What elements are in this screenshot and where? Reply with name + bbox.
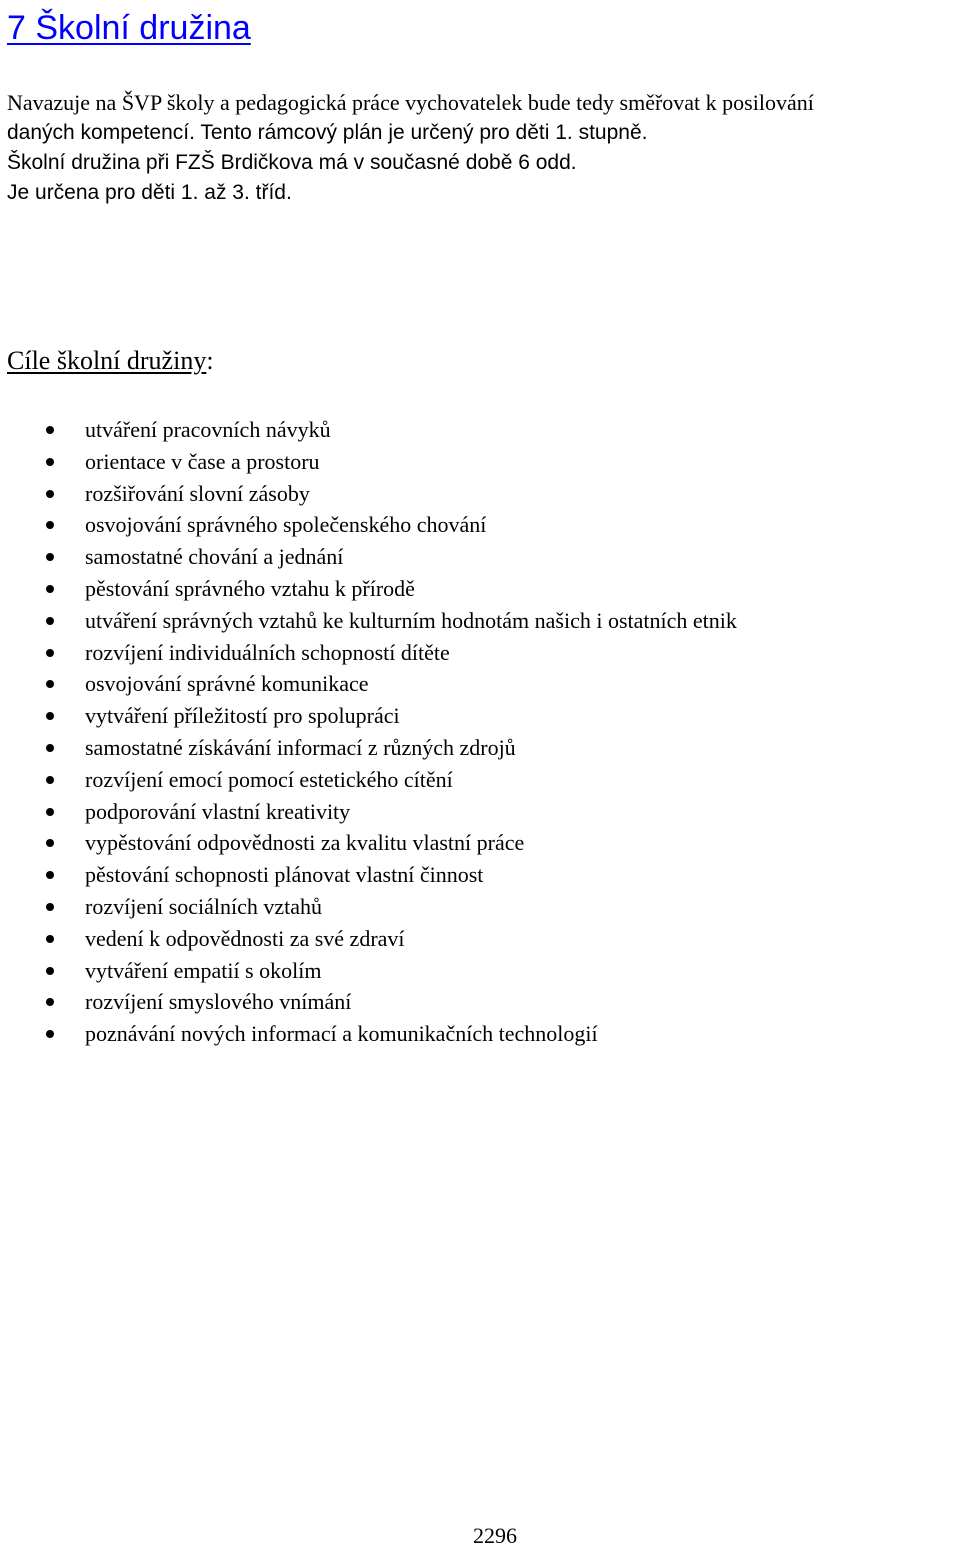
bullet-icon xyxy=(46,935,54,943)
goals-heading-text: Cíle školní družiny xyxy=(7,346,207,375)
bullet-icon xyxy=(46,617,54,625)
list-item xyxy=(0,509,737,541)
list-item xyxy=(0,986,737,1018)
list-item xyxy=(0,1018,737,1050)
list-item-text: vytváření empatií s okolím xyxy=(85,957,322,983)
bullet-icon xyxy=(46,839,54,847)
list-item-text: pěstování správného vztahu k přírodě xyxy=(85,575,415,601)
bullet-icon xyxy=(46,776,54,784)
list-item-text: osvojování správné komunikace xyxy=(85,671,369,697)
list-item-text: samostatné získávání informací z různých zdrojů xyxy=(85,734,516,760)
bullet-icon xyxy=(46,1030,54,1038)
list-item-text: utváření správných vztahů ke kulturním hodnotám našich i ostatních etnik xyxy=(85,607,737,633)
bullet-icon xyxy=(46,967,54,975)
intro-line: Navazuje na ŠVP školy a pedagogická práce vychovatelek bude tedy směřovat k posilování xyxy=(7,90,814,115)
goals-heading-colon: : xyxy=(206,346,214,375)
list-item-text: orientace v čase a prostoru xyxy=(85,448,320,474)
list-item xyxy=(0,573,737,605)
list-item xyxy=(0,923,737,955)
bullet-icon xyxy=(46,649,54,657)
intro-paragraph xyxy=(7,88,957,208)
bullet-icon xyxy=(46,712,54,720)
intro-line: Školní družina při FZŠ Brdičkova má v současné době 6 odd. xyxy=(7,151,577,174)
bullet-icon xyxy=(46,871,54,879)
page-heading[interactable]: 7 Školní družina xyxy=(7,9,251,47)
bullet-icon xyxy=(46,808,54,816)
bullet-icon xyxy=(46,585,54,593)
list-item-text: vedení k odpovědnosti za své zdraví xyxy=(85,925,405,951)
bullet-icon xyxy=(46,426,54,434)
intro-line: Je určena pro děti 1. až 3. tříd. xyxy=(7,181,292,204)
bullet-icon xyxy=(46,998,54,1006)
list-item-text: rozvíjení emocí pomocí estetického cítění xyxy=(85,766,453,792)
list-item-text: rozvíjení individuálních schopností dítěte xyxy=(85,639,450,665)
list-item xyxy=(0,605,737,637)
list-item xyxy=(0,446,737,478)
list-item xyxy=(0,796,737,828)
list-item xyxy=(0,541,737,573)
intro-line: daných kompetencí. Tento rámcový plán je určený pro děti 1. stupně. xyxy=(7,121,648,144)
bullet-icon xyxy=(46,458,54,466)
list-item xyxy=(0,891,737,923)
goals-heading xyxy=(7,343,214,379)
list-item-text: vytváření příležitostí pro spolupráci xyxy=(85,703,400,729)
list-item-text: utváření pracovních návyků xyxy=(85,417,331,442)
list-item-text: rozvíjení sociálních vztahů xyxy=(85,893,323,919)
bullet-icon xyxy=(46,553,54,561)
list-item-text: poznávání nových informací a komunikačních technologií xyxy=(85,1021,598,1047)
bullet-icon xyxy=(46,744,54,752)
bullet-icon xyxy=(46,521,54,529)
bullet-icon xyxy=(46,490,54,498)
list-item xyxy=(0,955,737,987)
list-item xyxy=(0,414,737,446)
bullet-icon xyxy=(46,903,54,911)
list-item xyxy=(0,637,737,669)
list-item-text: podporování vlastní kreativity xyxy=(85,798,351,824)
list-item-text: vypěstování odpovědnosti za kvalitu vlastní práce xyxy=(85,830,525,856)
list-item-text: rozvíjení smyslového vnímání xyxy=(85,989,352,1015)
bullet-icon xyxy=(46,680,54,688)
page-number: 2296 xyxy=(473,1523,517,1548)
list-item-text: rozšiřování slovní zásoby xyxy=(85,480,310,506)
list-item xyxy=(0,700,737,732)
list-item-text: osvojování správného společenského chování xyxy=(85,512,487,538)
list-item xyxy=(0,827,737,859)
list-item xyxy=(0,478,737,510)
list-item xyxy=(0,859,737,891)
list-item xyxy=(0,764,737,796)
list-item-text: pěstování schopnosti plánovat vlastní činnost xyxy=(85,862,484,888)
list-item-text: samostatné chování a jednání xyxy=(85,544,344,570)
list-item xyxy=(0,668,737,700)
list-item xyxy=(0,732,737,764)
goals-list xyxy=(0,414,737,1050)
